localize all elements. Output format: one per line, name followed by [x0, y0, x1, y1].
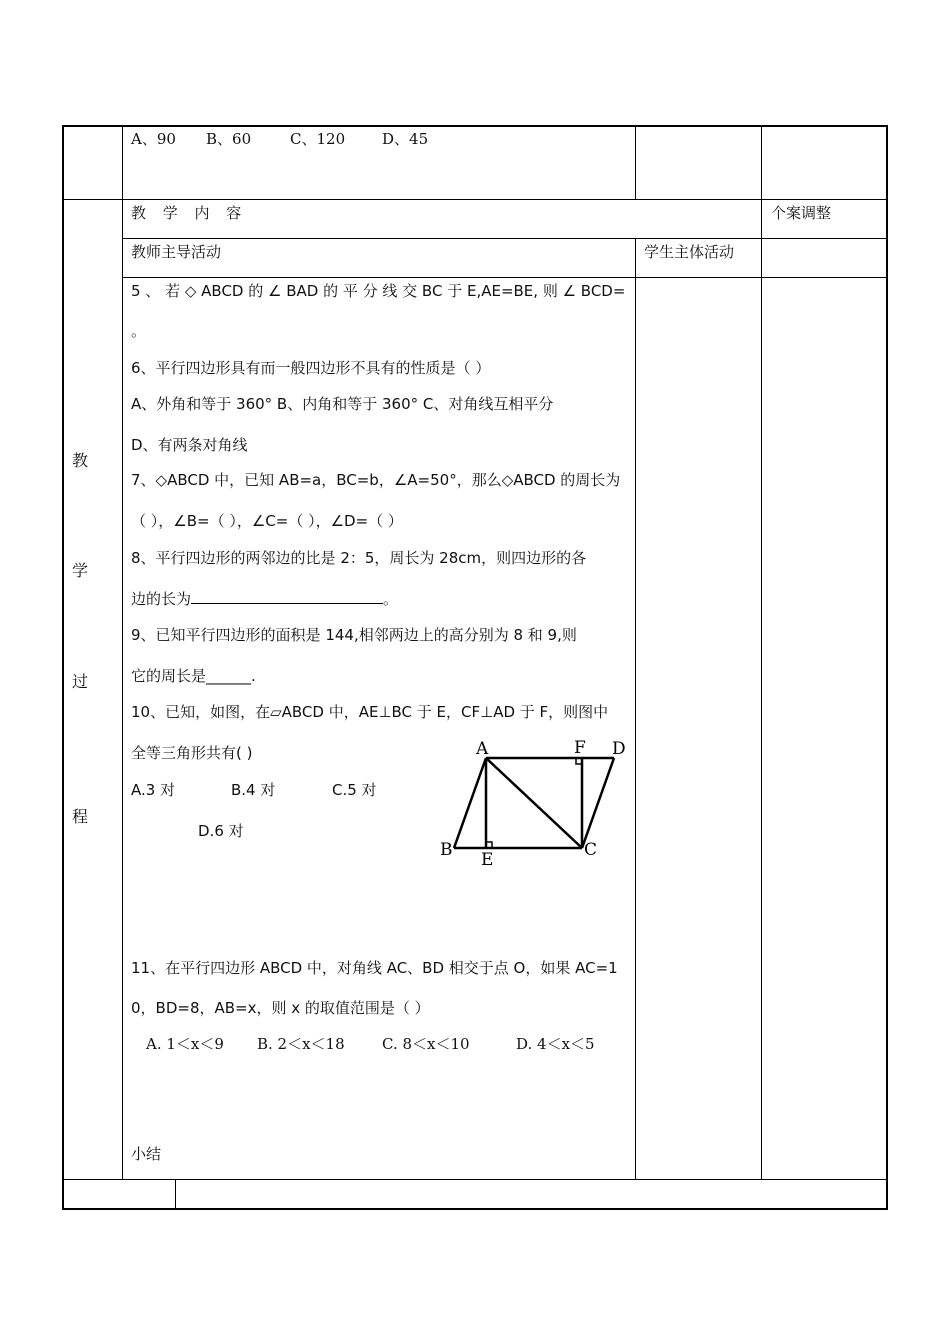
col-separator-2-top: [635, 125, 636, 199]
label-b: B: [440, 840, 453, 860]
table-top-border: [62, 125, 888, 127]
label-e: E: [481, 850, 494, 866]
q7-line1: 7、◇ABCD 中，已知 AB=a，BC=b，∠A=50°，那么◇ABCD 的周长为: [131, 471, 621, 489]
q9-line1: 9、已知平行四边形的面积是 144,相邻两边上的高分别为 8 和 9,则: [131, 626, 577, 644]
col-separator-3: [761, 125, 762, 1179]
q11-option-c: C. 8＜x＜10: [382, 1035, 470, 1053]
q11-option-a: A. 1＜x＜9: [146, 1035, 224, 1053]
label-a: A: [476, 739, 489, 759]
q8-answer-blank[interactable]: [191, 589, 383, 604]
q10-option-b: B.4 对: [231, 781, 276, 799]
side-label-3: 过: [72, 672, 89, 691]
q5-line1: 5 、 若 ◇ ABCD 的 ∠ BAD 的 平 分 线 交 BC 于 E,AE=BE, 则 ∠ BCD=: [131, 282, 626, 300]
table-left-border: [62, 125, 64, 1210]
q8-line1: 8、平行四边形的两邻边的比是 2：5，周长为 28cm，则四边形的各: [131, 549, 587, 567]
q11-line2: 0，BD=8，AB=x，则 x 的取值范围是（ ）: [131, 999, 430, 1017]
header-content: 教 学 内 容: [131, 204, 248, 222]
q11-line1: 11、在平行四边形 ABCD 中，对角线 AC、BD 相交于点 O，如果 AC=1: [131, 959, 618, 977]
footer-col-separator: [175, 1179, 176, 1209]
q8-line2: [131, 589, 398, 609]
col-separator-1: [122, 125, 123, 1179]
q10-option-a: A.3 对: [131, 781, 176, 799]
q10-option-d: D.6 对: [198, 822, 244, 840]
q8-line2-suffix: 。: [383, 590, 399, 608]
q7-line2: （ ），∠B=（ ），∠C=（ ），∠D=（ ）: [131, 512, 403, 530]
header-teacher: 教师主导活动: [131, 243, 222, 261]
label-d: D: [612, 739, 626, 759]
header-adjust: 个案调整: [771, 204, 832, 222]
row-separator-3: [122, 277, 888, 278]
q10-line1: 10、已知，如图，在▱ABCD 中，AE⊥BC 于 E，CF⊥AD 于 F，则图中: [131, 703, 609, 721]
segment-ab: [454, 758, 486, 848]
parallelogram-figure: [436, 736, 636, 866]
q9-line2: 它的周长是______.: [131, 667, 256, 685]
row-separator-1: [62, 199, 888, 200]
col-separator-2: [635, 238, 636, 1179]
header-student: 学生主体活动: [644, 243, 735, 261]
q11-option-d: D. 4＜x＜5: [516, 1035, 595, 1053]
summary-label: 小结: [131, 1145, 162, 1163]
table-bottom-border: [62, 1208, 888, 1210]
label-f: F: [574, 738, 586, 758]
q10-option-c: C.5 对: [332, 781, 377, 799]
side-label-2: 学: [72, 561, 89, 580]
diagonal-ac: [486, 758, 582, 848]
q6-line3: D、有两条对角线: [131, 436, 248, 454]
side-label-1: 教: [72, 451, 89, 470]
row-separator-2: [122, 238, 888, 239]
prev-answer-b: B、60: [206, 130, 252, 148]
segment-cd: [582, 758, 614, 848]
label-c: C: [584, 840, 598, 860]
prev-answer-a: A、90: [131, 130, 176, 148]
q6-line1: 6、平行四边形具有而一般四边形不具有的性质是（ ）: [131, 359, 491, 377]
q10-line2: 全等三角形共有( ): [131, 744, 253, 762]
q8-line2-prefix: 边的长为: [131, 590, 192, 608]
row-separator-4: [62, 1179, 888, 1180]
prev-answer-c: C、120: [290, 130, 346, 148]
side-label-4: 程: [72, 807, 89, 826]
prev-answer-d: D、45: [382, 130, 429, 148]
q6-line2: A、外角和等于 360° B、内角和等于 360° C、对角线互相平分: [131, 395, 554, 413]
table-right-border: [886, 125, 888, 1210]
q5-line2: 。: [131, 322, 147, 340]
q11-option-b: B. 2＜x＜18: [257, 1035, 345, 1053]
